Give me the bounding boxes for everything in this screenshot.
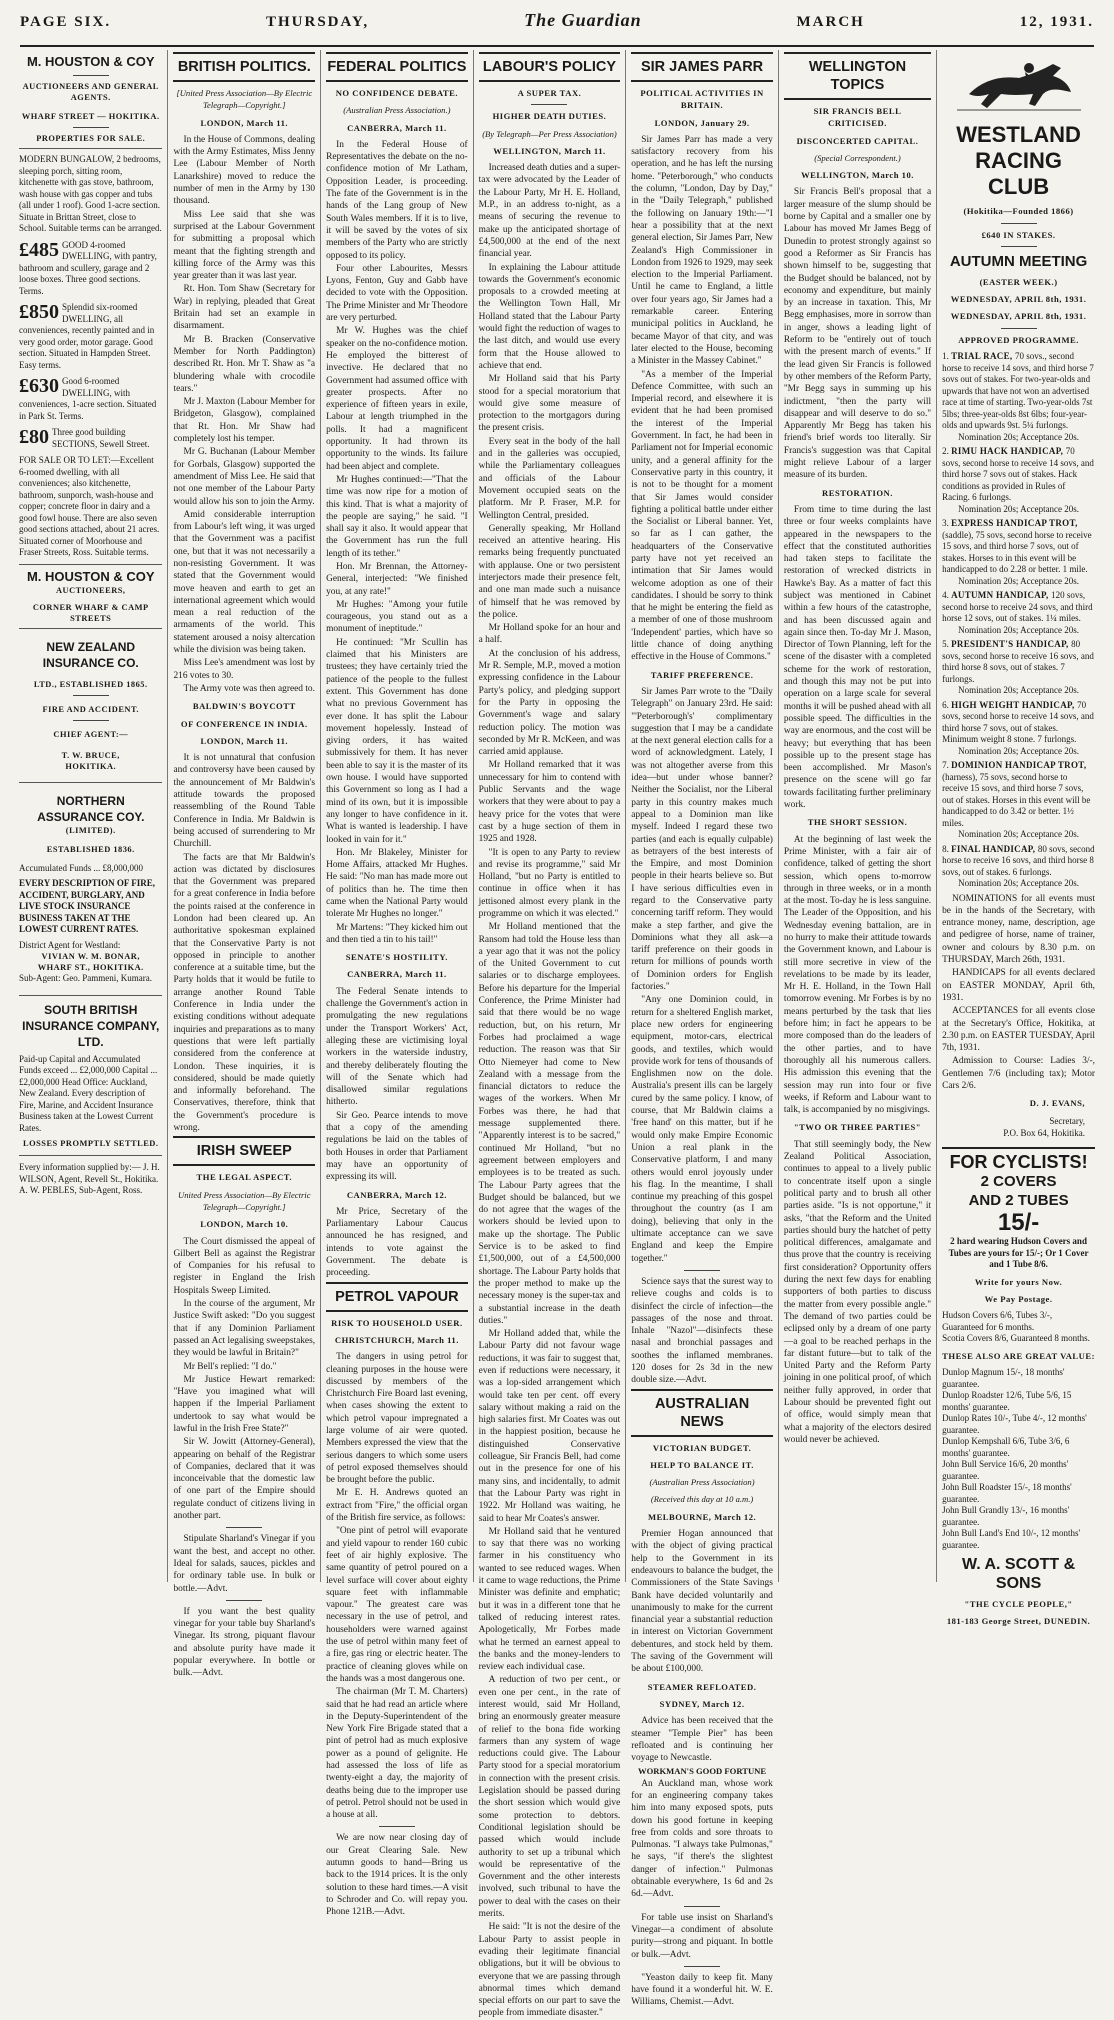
race-number: 8. xyxy=(942,843,952,854)
paragraph: Mr W. Hughes was the chief speaker on the no-confidence motion. He employed the bitterest of invective. He declared that no Government had assumed office with greater prospects. After no experience of fifteen years in exile, Labour at length triumphed in the polls. It had a magnificent opportunity. It had thrown its opportunity to the winds. Its failure had been abject and complete. xyxy=(326,326,468,472)
tyre-item: Dunlop Kempshall 6/6, Tube 3/6, 6 months' guarantee. xyxy=(942,1436,1070,1458)
race-title: HIGH WEIGHT HANDICAP, xyxy=(951,699,1078,710)
tyre-item: John Bull Land's End 10/-, 12 months' guarantee. xyxy=(942,1528,1081,1550)
paragraph: Mr Martens: "They kicked him out and then tied a tin to his tail!" xyxy=(326,922,468,945)
race-title: AUTUMN HANDICAP, xyxy=(951,590,1052,601)
race-entry xyxy=(942,518,1095,587)
race-title: TRIAL RACE, xyxy=(951,351,1015,362)
race-entry xyxy=(942,446,1095,515)
ad-address: CORNER WHARF & CAMP STREETS xyxy=(32,602,149,623)
secretary-address: P.O. Box 64, Hokitika. xyxy=(1003,1127,1086,1138)
column-sir-james-parr xyxy=(626,50,779,2008)
ad-subtitle: (EASTER WEEK.) xyxy=(979,276,1058,287)
subheading: SENATE'S HOSTILITY. xyxy=(345,952,448,963)
ad-text: NOMINATIONS for all events must be in the hands of the Secretary, with entrance money, name, description, age and pedigree of horse, name of trainer, owner and colours by 8.30 p.m. on THURSDAY, March 26th, 1931. xyxy=(942,893,1096,966)
ad-text: Scotia Covers 8/6, Guaranteed 8 months. xyxy=(942,1333,1090,1344)
paragraph: Mr Holland said that he ventured to say that there was no working farmer in his constituency who wanted to see reduced wages. When it came to wage reductions, the Prime Minister was definite and emphatic; but it was in a different tone that he talked of reducing interest rates. Apologetically, Mr Forbes made what he termed an earnest appeal to the banks and the money-lenders to review each individual case. xyxy=(478,1526,621,1673)
race-nomination: Nomination 20s; Acceptance 20s. xyxy=(958,685,1080,696)
race-conditions: (saddle), 75 sovs, second horse to receive 15 sovs, and third horse 7 sovs, out of stakes. Horses to in this event will be handicapped to do 2.28 or better. 1 mile. xyxy=(942,529,1092,575)
ad-subtitle: LTD., ESTABLISHED 1865. xyxy=(33,679,148,689)
column-wellington-topics xyxy=(779,50,937,1582)
article-headline: PETROL VAPOUR xyxy=(326,1282,468,1312)
ad-text: Hudson Covers 6/6, Tubes 3/-, Guaranteed for 6 months. xyxy=(942,1310,1053,1332)
dateline: LONDON, March 11. xyxy=(200,117,289,128)
subheading: "TWO OR THREE PARTIES" xyxy=(793,1122,922,1133)
article-headline: IRISH SWEEP xyxy=(173,1136,315,1166)
masthead xyxy=(20,10,1094,47)
paragraph: Mr Price, Secretary of the Parliamentary Labour Caucus announced he has resigned, and intends to vote against the Government. The debate is proceeding. xyxy=(326,1206,468,1279)
paragraph: The Federal Senate intends to challenge the Government's action in promulgating the new regulations under the Transport Workers' Act, alleging these are victimising loyal workers in the waterside industry, and thereby deliberately flouting the will of the Senate which had disallowed similar regulations hitherto. xyxy=(326,986,468,1108)
subheading: TARIFF PREFERENCE. xyxy=(650,669,754,680)
dateline: CANBERRA, March 11. xyxy=(347,122,447,133)
racehorse-illustration xyxy=(942,54,1095,118)
subheading: POLITICAL ACTIVITIES IN BRITAIN. xyxy=(640,88,764,111)
advertisement-text: If you want the best quality vinegar for your table buy Sharland's Vinegar. Its strong, piquant flavour and absolute purity have made it popular everywhere. In bottle or bulk.—Advt. xyxy=(173,1606,316,1679)
paragraph: From time to time during the last three or four weeks complaints have appeared in the newspapers to the effect that the constituted authorities had taken steps to facilitate the restoration of wrecked districts in Hawke's Bay. As a matter of fact this subject was mentioned in Cabinet within a few hours of the catastrophe, and has been discussed again and again since then. To-day Mr J. Mason, Director of Town Planning, left for the scene of the disaster with a completed scheme for the work of restoration, and though this may not be put into operation on a large scale for several months it will be pushed ahead with all possible speed. The difficulties in the way are enormous, and the cost will be heavy; but everything that has been possible up to the present stage has been accomplished. Mr Mason's presence on the scene will go far towards facilitating further preliminary work. xyxy=(783,504,932,811)
listing-price: £80 xyxy=(19,426,49,448)
subheading: OF CONFERENCE IN INDIA. xyxy=(180,718,308,729)
article-headline: FEDERAL POLITICS xyxy=(326,52,468,82)
paragraph: Hon. Mr Brennan, the Attorney-General, interjected: "We finished you, at any rate!" xyxy=(326,561,468,597)
article-headline: SIR JAMES PARR xyxy=(631,52,773,82)
race-conditions: 120 sovs, second horse to receive 24 sovs, and third horse 12 sovs, out of stakes. 1¼ miles. xyxy=(942,590,1093,624)
column-advertisements-right xyxy=(937,50,1100,1627)
paragraph: Sir James Parr wrote to the "Daily Telegraph" on January 23rd. He said: "'Peterborough's' complimentary suggestion that I may be a candidate at the next general election calls for a word of acknowledgment. Lately, I was not altogether averse from this idea—but under whose banner? Neither the Socialist, nor the Liberal party in this country makes much appeal to a Dominion man like myself. Indeed I regard these two parties (and each is equally culpable) as betrayers of the best interests of the Empire, and most Dominion people in their hearts believe so. But I have serious difficulties even in regard to the Conservative party concerning tariff reform. They would make a step farther, and give the Dominions what they all ask—a tariff preference on their goods in return for millions of pounds worth of Dominion orders for English factories." xyxy=(631,686,773,993)
subheading: HIGHER DEATH DUTIES. xyxy=(492,111,607,122)
dateline: CANBERRA, March 11. xyxy=(347,969,447,980)
listing-text: GOOD 4-roomed DWELLING, with pantry, bathroom and scullery, garage and 2 loose boxes. Three good sections. Terms. xyxy=(19,239,157,296)
race-conditions: (harness), 75 sovs, second horse to receive 15 sovs, and third horse 7 sovs, out of stakes. Horses in this event will be handicapped to do 3.42 or better. 1½ miles. xyxy=(942,771,1091,828)
paragraph: Mr Bell's replied: "I do." xyxy=(183,1361,277,1372)
paragraph: He continued: "Mr Scullin has claimed that his Ministers are trustees; they have certainly tried the patience of the people to the fullest extent. This Government has done what no previous Government has ever done. It has split the Labour movement hopelessly. Instead of giving orders, it has waited submissively for them. It has never been able to say it is the master of its own house. I would have supported this Government so long as I had a mind of its own, but it is impossible any longer to have confidence in it. What is wanted is leadership. I have looked in vain for it." xyxy=(326,637,468,845)
ad-text: Accumulated Funds ... £8,000,000 xyxy=(19,862,143,873)
race-entry xyxy=(942,700,1095,758)
northern-assurance-ad xyxy=(19,783,162,996)
race-number: 1. xyxy=(942,351,952,362)
ad-title: M. HOUSTON & COY xyxy=(26,568,155,584)
paragraph: In the course of the argument, Mr Justice Swift asked: "Do you suggest that if any Dominion Parliament passed an Act legalising sweepstakes, they would be lawful in Britain?" xyxy=(173,1299,316,1359)
property-listing xyxy=(19,427,162,450)
secretary-title: Secretary, xyxy=(1049,1115,1086,1126)
race-nomination: Nomination 20s; Acceptance 20s. xyxy=(958,878,1080,889)
subheading: STEAMER REFLOATED. xyxy=(647,1681,757,1692)
paragraph: In the Federal House of Representatives the debate on the no-confidence motion of Mr Latham, Opposition Leader, is proceeding. The fate of the Government is in the hands of the Lang group of New South Wales members. If it is to live, it will be saved by the votes of six members of the Party who are strictly opposed to its policy. xyxy=(326,139,468,261)
tyre-item: John Bull Roadster 15/-, 18 months' guarantee. xyxy=(942,1482,1072,1504)
tyre-item: Dunlop Rates 10/-, Tube 4/-, 12 months' guarantee. xyxy=(942,1413,1087,1435)
race-nomination: Nomination 20s; Acceptance 20s. xyxy=(958,575,1080,586)
ad-text: Paid-up Capital and Accumulated Funds exceed ... £2,000,000 Capital ... £2,000,000 Head Office: Auckland, New Zealand. Every description of Fire, Marine, and Accident Insurance Business taken at the Lowest Current Rates. xyxy=(19,1053,158,1133)
subheading: THE LEGAL ASPECT. xyxy=(196,1172,293,1183)
paragraph: Premier Hogan announced that with the object of giving practical help to the Government in its endeavours to balance the budget, the Commissioners of the State Savings Bank have decided voluntarily and unanimously to make for the current financial year a substantial reduction in interest on Victorian Government debentures, and stock held by them. The saving of the Government will be about £100,000. xyxy=(631,1529,773,1675)
subheading: VICTORIAN BUDGET. xyxy=(652,1442,752,1453)
dateline: CHRISTCHURCH, March 11. xyxy=(334,1334,459,1345)
paragraph: A reduction of two per cent., or even one per cent., in the rate of interest would, said Mr Holland, bring an enormously greater measure of relief to the bona fide working farmers than any system of wage reductions could give. The Labour Party stood for a special moratorium in connection with the present crisis. Legislation should be passed during the short session which would give some protection to debtors. Conditional legislation should be passed which would include authority to set up a tribunal which would be representative of the Government and the other interests involved, such tribunal to have the power to deal with the cases on their merits. xyxy=(478,1675,621,1920)
ad-heading: PROPERTIES FOR SALE. xyxy=(36,134,146,143)
paragraph: Mr J. Maxton (Labour Member for Bridgeton, Glasgow), complained that Rt. Hon. Mr Shaw had completely lost his temper. xyxy=(173,397,316,445)
race-title: RIMU HACK HANDICAP, xyxy=(951,446,1066,457)
property-listing xyxy=(19,240,162,298)
race-conditions: 70 sovs., second horse to receive 14 sovs, and third horse 7 sovs out of stakes. For two-year-olds and upwards that have not won an advertised race at time of starting. Two-year-olds 7st 5lbs; three-year-olds 8st 6lbs; four-year-olds and upwards 9st. 5¼ furlongs. xyxy=(942,351,1094,431)
tyre-item: Dunlop Roadster 12/6, Tube 5/6, 15 months' guarantee. xyxy=(942,1390,1072,1412)
dateline: LONDON, March 10. xyxy=(200,1219,289,1230)
ad-text: District Agent for Westland: xyxy=(19,939,121,950)
ad-text: Admission to Course: Ladies 3/-, Gentlemen 7/6 (including tax); Motor Cars 2/6. xyxy=(942,1056,1096,1092)
race-conditions: 70 sovs, second horse to receive 14 sovs, and third horse 7 sovs out of stakes. Hack conditions as provided in Rules of Racing. 6 furlongs. xyxy=(942,446,1094,503)
paragraph: The Army vote was then agreed to. xyxy=(183,683,315,694)
paragraph: Mr G. Buchanan (Labour Member for Gorbals, Glasgow) supported the amendment of Miss Lee. He said that not one member of the Labour Party would allow his son to join the Army. xyxy=(173,447,316,507)
race-title: PRESIDENT'S HANDICAP, xyxy=(951,639,1072,650)
nz-insurance-ad xyxy=(19,629,162,783)
tyre-item: John Bull Grandly 13/-, 16 months' guarantee. xyxy=(942,1505,1070,1527)
race-number: 5. xyxy=(942,639,952,650)
paragraph: Sir Geo. Pearce intends to move that a copy of the amending regulations be laid on the tables of both Houses in order that Parliament may have an opportunity of expressing its will. xyxy=(326,1110,468,1183)
paragraph: Sir Francis Bell's proposal that a larger measure of the slump should be borne by Capital and a smaller one by Labour has moved Mr James Begg of Dunedin to protest strongly against so good a Reformer as Sir Francis has shown himself to be, suggesting that the Budget should be balanced, not by economy and expenditure, but mainly by an increase in taxation. This, Mr Begg emphasises, more in sorrow than in anger, shows a leading light of Reform to be "entirely out of touch with the present march of events." If the lead given Sir Francis is followed by other members of the Reform Party, "Mr Begg says in summing up his indictment, "then the party will disappear and will deserve to do so." Apparently Mr Begg has taken his friend's brief words too literally. Sir Francis's suggestion was that Capital might relieve Labour of a larger measure of its burden. xyxy=(783,187,932,481)
dateline: MELBOURNE, March 12. xyxy=(647,1511,757,1522)
paragraph: The dangers in using petrol for cleaning purposes in the house were discussed by members of the Christchurch Fire Board last evening, when cases showing the extent to which petrol vapour impregnated a large volume of air were quoted. Members expressed the view that the serious dangers to which some users of petrol exposed themselves should be brought before the public. xyxy=(326,1352,468,1486)
column-labours-policy xyxy=(474,50,627,2019)
houston-ad xyxy=(19,50,162,149)
paragraph: "It is open to any Party to review and revise its programme," said Mr Holland, "but no Party is entitled to continue in office when it has jettisoned almost every plank in the programme on which it was elected." xyxy=(478,847,621,919)
secretary-name: D. J. EVANS, xyxy=(1029,1098,1086,1109)
ad-address: WHARF STREET — HOKITIKA. xyxy=(21,112,160,121)
paragraph: Mr Holland remarked that it was unnecessary for him to contend with Public Servants and the wage workers that they were about to pay a heavy price for the votes that were cast by a huge section of them in 1925 and 1928. xyxy=(478,760,621,845)
property-listing xyxy=(19,302,162,371)
paragraph: Mr Holland added that, while the Labour Party did not favour wage reductions, it was fair to suggest that, even if reductions were necessary, it was a lop-sided arrangement which would take ten per cent. off every salary without making a raid on the high salaries first. Mr Coates was out in the happiest position, because he distinguished Conservative colleague, Sir Francis Bell, had come out in the presence for one of his many sins, and incidentally, to admit that the Labour Party was right in 1922. Mr Holland was waiting, he said to hear Mr Coates's answer. xyxy=(478,1329,621,1524)
ad-subtitle: We Pay Postage. xyxy=(984,1294,1053,1305)
paragraph: The facts are that Mr Baldwin's action was dictated by disclosures that the Government was prepared for a great conference in India before the points raised at the conference in London had been cleared up. An authoritative spokesman explained that the Conservative Party is not opposed in principle to another conference at a suitable time, but the Party holds that it would be futile to arrange another Round Table Conference in India under the existing conditions without adequate inquiries and preparations as to many questions that were left partially considered from the conference at London. These inquiries, it is considered, should be made quietly and informally beforehand. The Conservatives, therefore, think that the Government's procedure is wrong. xyxy=(173,852,316,1134)
paragraph: Hon. Mr Blakeley, Minister for Home Affairs, attacked Mr Hughes. He said: "No man has made more out of politics than he. The time then came when the National Party would tolerate Mr Hughes no longer." xyxy=(326,847,468,920)
listing-text: Three good building SECTIONS, Sewell Street. xyxy=(52,427,150,449)
column-federal-politics xyxy=(321,50,474,1918)
race-entry xyxy=(942,844,1095,890)
press-credit: (Australian Press Association.) xyxy=(343,105,451,116)
dateline: LONDON, January 29. xyxy=(654,117,750,128)
paragraph: Sir W. Jowitt (Attorney-General), appearing on behalf of the Registrar of Companies, declared that it was inconceivable that the domestic law of one part of the Empire should regulate conduct of citizens living in another part. xyxy=(173,1437,316,1522)
advertisement-text: Science says that the surest way to relieve coughs and colds is to disinfect the circle of infection—the passages of the nose and throat. Inhale "Nazol"—disinfects these nasal and bronchial passages and soothes the inflamed membranes. 120 doses for 2s 3d in the new double size.—Advt. xyxy=(631,1276,773,1386)
race-date: WEDNESDAY, APRIL 8th, 1931. xyxy=(950,311,1087,322)
advertisement-text: "Yeaston daily to keep fit. Many have found it a wonderful hit. W. E. Williams, Chemist.—Advt. xyxy=(631,1972,773,2008)
paragraph: Four other Labourites, Messrs Lyons, Fenton, Guy and Gabb have decided to vote with the Opposition. The Prime Minister and Mr Theodore are very perturbed. xyxy=(326,263,468,324)
newspaper-title: The Guardian xyxy=(524,10,642,30)
south-british-ad xyxy=(19,996,162,1157)
ad-subtitle: ESTABLISHED 1836. xyxy=(46,844,135,854)
paragraph: At the conclusion of his address, Mr R. Semple, M.P., moved a motion expressing confidence in the Labour Party's policy, and pledging support for the Party in opposing the Government's wage and salary reduction policy. The motion was seconded by Mr R. McKeen, and was carried amid applause. xyxy=(478,648,621,758)
subheading: NO CONFIDENCE DEBATE. xyxy=(335,88,459,98)
race-nomination: Nomination 20s; Acceptance 20s. xyxy=(958,431,1080,442)
property-listing xyxy=(19,455,162,559)
ad-title: SOUTH BRITISH INSURANCE COMPANY, LTD. xyxy=(22,1002,160,1049)
race-nomination: Nomination 20s; Acceptance 20s. xyxy=(958,503,1080,514)
press-credit: (By Telegraph—Per Press Association) xyxy=(482,128,617,139)
advertisement-text: For table use insist on Sharland's Vinegar—a condiment of absolute purity—strong and piquant. In bottle or bulk.—Advt. xyxy=(631,1912,773,1960)
paragraph: The chairman (Mr T. M. Charters) said that he had read an article where in the Deputy-Superintendent of the New York Fire Brigade stated that a pint of petrol had as much explosive power as a pound of gelignite. He had assessed the loss of life as twenty-eight a day, the majority of deaths being due to the improper use of petrol. Petrol should not be used in a house at all. xyxy=(326,1687,468,1821)
paragraph: Mr Holland said that his Party stood for a special moratorium that would give some measure of protection to the mortgagors during the present crisis. xyxy=(478,374,621,434)
paragraph: Generally speaking, Mr Holland received an attentive hearing. His remarks being frequently punctuated with applause. One or two persistent interjectors made their presence felt, and one man made such a nuisance of himself that he was removed by the police. xyxy=(478,523,621,620)
dateline: LONDON, March 11. xyxy=(200,735,289,746)
paragraph: "Any one Dominion could, in return for a sheltered English market, place new orders for engineering equipment, motor-cars, electrical goods, and textiles, which would provide work for tens of thousands of Englishmen now on the dole. Australia's present ills can be largely cured by the same policy. I know, of course, that Mr Baldwin claims a 'free hand' on this matter, but if he would only make Empire Economic Union a real plank in the Conservative platform, I and many others would enrol joyously under his flag. In the meantime, I shall continue my preaching of this gospel throughout the country (as I am doing), believing that only in the ultimate acceptance can we save England and keep the Empire together." xyxy=(631,995,773,1264)
ad-subtitle: FIRE AND ACCIDENT. xyxy=(42,704,140,714)
paragraph: It is not unnatural that confusion and controversy have been caused by the announcement of Mr Baldwin's attitude towards the proposed reassembling of the Round Table Conference in India. Mr Baldwin is being accused of surrendering to Mr Churchill. xyxy=(173,753,316,850)
paragraph: In explaining the Labour attitude towards the Government's economic proposals to a crowded meeting at the Wellington Town Hall, Mr Holland stated that the Labour Party would fight the reduction of wages to the last ditch, and would use every form that the House allowed to achieve that end. xyxy=(478,262,621,371)
ad-title: FOR CYCLISTS! xyxy=(949,1152,1088,1173)
ad-text: ACCEPTANCES for all events close at the Secretary's Office, Hokitika, at 2.30 p.m. on EASTER TUESDAY, April 7th, 1931. xyxy=(942,1006,1096,1054)
paragraph: Advice has been received that the steamer "Temple Pier" has been refloated and is continuing her voyage to Newcastle. xyxy=(631,1716,773,1764)
paragraph: "One pint of petrol will evaporate and yield vapour to render 160 cubic feet of air highly explosive. The same quantity of petrol poured on a level surface will cover about eighty square feet with inflammable vapour." The greatest care was necessary in the use of petrol, and householders were warned against the use of petrol within many feet of a fire, gas ring or electric heater. The practice of cleaning gloves while on the hands was a most dangerous one. xyxy=(326,1526,468,1684)
paragraph: Mr Holland spoke for an hour and a half. xyxy=(478,623,621,646)
race-nomination: Nomination 20s; Acceptance 20s. xyxy=(958,745,1080,756)
article-headline: BRITISH POLITICS. xyxy=(173,52,315,82)
subheading: A SUPER TAX. xyxy=(517,88,582,98)
agent-name: VIVIAN W. M. BONAR, xyxy=(41,952,140,961)
subheading: RISK TO HOUSEHOLD USER. xyxy=(331,1317,463,1328)
ad-title: M. HOUSTON & COY xyxy=(26,54,155,69)
newspaper-page xyxy=(14,50,1100,2019)
ad-subtitle: CHIEF AGENT:— xyxy=(53,729,129,739)
ad-text: HANDICAPS for all events declared on EASTER MONDAY, April 6th, 1931. xyxy=(942,968,1096,1003)
listing-text: Splendid six-roomed DWELLING, all conveniences, recently painted and in very good order, motor garage. Good section. Situated in Hampden Street. Easy terms. xyxy=(19,302,155,370)
press-credit: United Press Association—By Electric Telegraph—Copyright.] xyxy=(178,1189,311,1212)
race-entry xyxy=(942,351,1095,443)
paragraph: Mr Holland mentioned that the Ransom had told the House less than a year ago that it was not the policy of the United Government to cut salaries or to discharge employees. Before his departure for the Imperial Conference, the Prime Minister had said that there would be no wage reduction, but, on his return, Mr Forbes had proclaimed a wage reduction. The reason was that Sir Otto Niemeyer had come to New Zealand with a message from the financial dictators to reduce the wages of the workers. When Mr Forbes was there, he had that message supplemented there. "Apparently interest is to be sacred," continued Mr Holland, "but no agreement between employers and employees is to be treated as such. The Labour Party agrees that the Budget should be balanced, but we do not agree that the wages of the workers should be levied upon to make up the shortage. The Public Service is to be asked to find £1,500,000, out of a £4,500,000 shortage. The Labour Party holds that the proper method to make up the necessary money is the super-tax and a substantial increase in the death duties." xyxy=(478,922,621,1326)
agent-town: WHARF ST., HOKITIKA. xyxy=(37,963,144,972)
press-credit: (Special Correspondent.) xyxy=(814,152,901,163)
listing-text: MODERN BUNGALOW, 2 bedrooms, sleeping porch, sitting room, kitchenette with gas stove, bathroom, wash house with gas copper and tubs (all under 1 roof). Good 1-acre section. Situate in Brittan Street, close to School. Suitable terms can be arranged. xyxy=(19,154,162,233)
cyclists-ad xyxy=(942,1147,1095,1627)
listing-price: £850 xyxy=(19,301,59,323)
month: MARCH xyxy=(796,14,865,30)
ad-title: NORTHERN ASSURANCE COY. xyxy=(37,793,145,824)
ad-subtitle: AUCTIONEERS AND GENERAL AGENTS. xyxy=(22,82,159,102)
subheading: DISCONCERTED CAPITAL. xyxy=(796,135,919,146)
ad-text: Sub-Agent: Geo. Pammeni, Kumara. xyxy=(19,973,152,983)
race-title: EXPRESS HANDICAP TROT, xyxy=(951,518,1078,529)
column-advertisements-left xyxy=(14,50,168,1582)
ad-subtitle: AND 2 TUBES xyxy=(968,1192,1069,1210)
race-entry xyxy=(942,639,1095,697)
date: 12, 1931. xyxy=(1019,14,1094,30)
ad-address: 181-183 George Street, DUNEDIN. xyxy=(946,1616,1091,1627)
advertisement-text: Stipulate Sharland's Vinegar if you want the best, and accept no other. Ideal for salads, sauces, pickles and for ordinary table use. In bulk or bottle.—Advt. xyxy=(173,1534,316,1594)
paragraph: Rt. Hon. Tom Shaw (Secretary for War) in replying, pleaded that Great Britain had set an example in disarmament. xyxy=(173,284,316,332)
page-number: PAGE SIX. xyxy=(20,14,112,30)
ad-title: NEW ZEALAND INSURANCE CO. xyxy=(42,639,139,670)
houston-ad-2 xyxy=(19,564,162,629)
article-headline: AUSTRALIAN NEWS xyxy=(631,1389,773,1437)
paragraph: Sir James Parr has made a very satisfactory recovery from his operation, and he has left the nursing home. "Peterborough," who conducts the column, "London, Day by Day," in the "Daily Telegraph," published the following on January 19th:—"I hear a possibility that at the next general election, Sir James Parr, New Zealand's High Commissioner in London from 1926 to 1929, may seek election to the Imperial Parliament. Until he came to England, a little over four years ago, Sir James had a remarkable career. Entering municipal politics in Auckland, he became Mayor of that city, and was later elected to the House, becoming a Minister in the Massey Cabinet." xyxy=(631,134,773,367)
dateline: WELLINGTON, March 11. xyxy=(493,145,606,156)
race-nomination: Nomination 20s; Acceptance 20s. xyxy=(958,624,1080,635)
paragraph: Mr B. Bracken (Conservative Member for North Paddington) described Rt. Hon. Mr T. Shaw as "a blundering whale with crocodile tears." xyxy=(173,334,316,394)
listing-price: £485 xyxy=(19,238,59,261)
race-number: 4. xyxy=(942,590,952,601)
paragraph: Mr Justice Hewart remarked: "Have you imagined what will happen if the Imperial Parliament undertook to say what would be lawful in the Irish Free State?" xyxy=(173,1374,316,1434)
paragraph: Mr E. H. Andrews quoted an extract from "Fire," the official organ of the British fire service, as follows: xyxy=(326,1488,468,1524)
ad-subtitle: "THE CYCLE PEOPLE," xyxy=(964,1599,1073,1610)
paragraph: "As a member of the Imperial Defence Committee, with such an Imperial record, and elsewhere it is evident that he had been promised the interest of the Imperial Government. In fact, he had been in Parliament not for Imperial economic unity, and a general affinity for the Conservative party in this country, it is not to be thought for a moment that Sir James would consider fighting a political battle under either the Socialist or Liberal banner. Yet, so far as I can gather, the headquarters of the Conservative party have not yet received an intimation that Sir James would welcome adoption as one of their candidates. I should be sorry to think that he might be entering the field as a member of one of those mushroom 'Independent' parties, which have so little chance of doing anything effective in the House of Commons." xyxy=(631,369,773,663)
ad-title: WESTLAND RACING CLUB xyxy=(956,122,1081,200)
paragraph: Mr Hughes continued:—"That the time was now ripe for a motion of this kind. That is what a majority of the people are saying," he said. "I shall say it also. It would appear that the Government has run the full length of its tether." xyxy=(326,474,468,559)
tyre-item: John Bull Service 16/6, 20 months' guarantee. xyxy=(942,1459,1069,1481)
race-number: 6. xyxy=(942,699,952,710)
advertisement-text: We are now near closing day of our Great Clearing Sale. New autumn goods to hand—Bring us back to the 1914 prices. It is the only solution to these hard times.—A visit to Schroder and Co. will repay you. Phone 121B.—Advt. xyxy=(326,1833,468,1918)
paragraph: Increased death duties and a super-tax were advocated by the Leader of the Labour Party, Mr H. E. Holland, M.P., in an address to-night, as a means of securing the revenue to make up the anticipated shortage of £4,500,000 at the end of the next financial year. xyxy=(478,163,621,260)
paragraph: The Court dismissed the appeal of Gilbert Bell as against the Registrar of Companies for his refusal to register in England the Irish Hospitals Sweep Limited. xyxy=(173,1236,316,1296)
paragraph: That still seemingly body, the New Zealand Political Association, continues to appeal to a lively public to concentrate itself upon a single political party and to brush all other parties aside. "Is is not opportune," it asks, "that the Reform and the United parties should bury the hatchet of petty political differences, amalgamate and thus prove that the country is receiving first consideration? Opportunity offers during the next few days for enabling supporters of both parties to discuss the matter from every possible angle." The demand of two parties could be eclipsed only by a dream of one party—a goal to be reached perhaps in the far distant future—but to talk of the United Party and the Reform Party joining in one political proof, of which neither fully approved, in order that Labour should be prevented fight out of office, would simply mean that what a majority of the electors desired would never be achieved. xyxy=(783,1139,932,1445)
agent-name: T. W. BRUCE, xyxy=(61,750,120,760)
paragraph: He said: "It is not the desire of the Labour Party to assist people in evading their legitimate financial obligations, but it will be obvious to everyone that we are passing through abnormal times which demand special efforts on our part to save the people from immediate disaster." xyxy=(478,1922,621,2019)
race-number: 7. xyxy=(942,760,952,771)
dateline: CANBERRA, March 12. xyxy=(346,1189,447,1200)
ad-subtitle: (Hokitika—Founded 1866) xyxy=(963,206,1074,217)
ad-text: 2 hard wearing Hudson Covers and Tubes are yours for 15/-; Or 1 Cover and 1 Tube 8/6. xyxy=(948,1236,1089,1270)
article-headline: LABOUR'S POLICY xyxy=(479,52,621,82)
dateline: SYDNEY, March 12. xyxy=(659,1698,745,1709)
ad-subtitle: 2 COVERS xyxy=(980,1173,1057,1191)
tyre-item: Dunlop Magnum 15/-, 18 months' guarantee. xyxy=(942,1367,1065,1389)
ad-text: EVERY DESCRIPTION OF FIRE, ACCIDENT, BURGLARY, AND LIVE STOCK INSURANCE BUSINESS TAKEN AT THE LOWEST CURRENT RATES. xyxy=(19,878,156,934)
ad-subtitle: (LIMITED). xyxy=(65,825,116,835)
racehorse-icon xyxy=(949,54,1089,114)
listing-text: Good 6-roomed DWELLING, with conveniences, 1-acre section. Situated in Park St. Terms. xyxy=(19,376,157,421)
ad-subtitle: £640 IN STAKES. xyxy=(981,229,1056,240)
press-credit: (Received this day at 10 a.m.) xyxy=(650,1494,754,1505)
advertisement-text: An Auckland man, whose work for an engineering company takes him into many exposed spots, puts down his good fortune in keeping free from colds and sore throats to Pulmonas. "I always take Pulmonas," he says, "if there's the slightest danger of infection." Pulmonas obtainable everywhere, 1s 6d and 2s 6d.—Advt. xyxy=(631,1778,773,1900)
ad-subtitle: LOSSES PROMPTLY SETTLED. xyxy=(23,1139,159,1148)
race-conditions: 70 sovs, second horse to receive 14 sovs, and third horse 7 sovs, out of stakes. Minimum weight 8 stone. 7 furlongs. xyxy=(942,699,1094,745)
race-entry xyxy=(942,590,1095,636)
listing-text: FOR SALE OR TO LET:—Excellent 6-roomed dwelling, with all conveniences; also kitchenette, bathroom, sunporch, wash-house and copper; concrete floor in dairy and a good fowl house. There are also seven good sections attached, about 21 acres. Situated corner of Moorhouse and Fraser Streets, Ross. Suitable terms. xyxy=(19,455,160,557)
ad-subtitle: AUCTIONEERS, xyxy=(55,585,126,595)
paragraph: At the beginning of last week the Prime Minister, with a fair air of confidence, talked of getting the short session, which opens to-morrow through in three weeks, or in a month at the most. To-day he is less sanguine. The Leader of the Opposition, and his Wednesday evening battalion, are in no hurry to make their attitude towards the Government known, and Labour is still more secretive in view of the revelations to be made by its leader, Mr H. E. Holland, in the Town Hall tomorrow evening. Mr Forbes is by no means perturbed by the task that lies before him; in fact he appears to be more composed than do the leaders of the other parties, and to have thoroughly all his numerous callers. His admission this evening that the session may run into four or five weeks, if Reform and Labour want to talk, is accompanied by no misgivings. xyxy=(783,834,932,1116)
subheading: RESTORATION. xyxy=(822,487,893,498)
paragraph: Mr Hughes: "Among your futile courageous, you stand out as a monument of ineptitude." xyxy=(326,599,468,635)
ad-subtitle: Write for yours Now. xyxy=(974,1276,1063,1287)
press-credit: (Australian Press Association) xyxy=(649,1477,755,1488)
agent-town: HOKITIKA. xyxy=(65,761,117,771)
paragraph: Every seat in the body of the hall and in the galleries was occupied, while the Parliamentary colleagues and officials of the Labour Movement occupied seats on the platform. Mr P. Fraser, M.P. for Wellington Central, presided. xyxy=(478,436,621,521)
paragraph: In the House of Commons, dealing with the Army Estimates, Miss Jenny Lee (Labour Member of North Lanarkshire) moved to reduce the number of men in the Army by 130 thousand. xyxy=(173,134,316,207)
ad-heading: AUTUMN MEETING xyxy=(949,252,1088,270)
article-headline: WELLINGTON TOPICS xyxy=(784,52,931,100)
paragraph: Miss Lee's amendment was lost by 216 votes to 30. xyxy=(173,658,316,681)
ad-subtitle: THESE ALSO ARE GREAT VALUE: xyxy=(942,1350,1095,1361)
race-date: WEDNESDAY, APRIL 8th, 1931. xyxy=(950,294,1087,305)
subheading: HELP TO BALANCE IT. xyxy=(650,1459,754,1470)
ad-text: Every information supplied by:— J. H. WILSON, Agent, Revell St., Hokitika. A. W. PEBLES, Sub-Agent, Ross. xyxy=(19,1162,160,1195)
ad-price: 15/- xyxy=(997,1209,1040,1237)
property-listing xyxy=(19,154,162,235)
race-number: 3. xyxy=(942,518,952,529)
listing-price: £630 xyxy=(19,375,59,397)
dateline: WELLINGTON, March 10. xyxy=(801,170,914,181)
subheading: SIR FRANCIS BELL CRITICISED. xyxy=(813,106,902,129)
paragraph: Miss Lee said that she was surprised at the Labour Government for submitting a proposal which meant that the fighting strength and killing force of the Army was this year greater than it was last year. xyxy=(173,209,316,282)
paragraph: Amid considerable interruption from Labour's left wing, it was urged that the Government was a pacifist one, but that it was not necessarily a non-resisting Government. It was stated that the Government would move heaven and earth to get an international agreement which would mean a real reduction of the armaments of the world. This statement aroused a noisy altercation while the division was being taken. xyxy=(173,509,316,656)
race-number: 2. xyxy=(942,446,952,457)
day: THURSDAY, xyxy=(265,14,370,30)
race-title: DOMINION HANDICAP TROT, xyxy=(951,760,1087,771)
race-conditions: 80 sovs, second horse to receive 16 sovs, and third horse 8 sovs, out of stakes. 7 furlongs. xyxy=(942,639,1094,684)
ad-heading: APPROVED PROGRAMME. xyxy=(958,334,1079,345)
race-entry xyxy=(942,760,1095,841)
race-nomination: Nomination 20s; Acceptance 20s. xyxy=(958,829,1080,840)
race-title: FINAL HANDICAP, xyxy=(951,843,1038,854)
property-listing xyxy=(19,376,162,422)
ad-title: W. A. SCOTT & SONS xyxy=(961,1556,1076,1593)
subheading: BALDWIN'S BOYCOTT xyxy=(192,701,296,712)
tyre-list xyxy=(942,1367,1095,1551)
race-conditions: 80 sovs, second horse to receive 16 sovs, and third horse 8 sovs, out of stakes. 6 furlongs. xyxy=(942,843,1095,877)
subheading: WORKMAN'S GOOD FORTUNE xyxy=(637,1766,767,1777)
press-credit: [United Press Association—By Electric Telegraph—Copyright.] xyxy=(176,88,313,111)
subheading: THE SHORT SESSION. xyxy=(807,817,908,828)
column-british-politics xyxy=(168,50,321,1679)
race-programme xyxy=(942,351,1095,890)
